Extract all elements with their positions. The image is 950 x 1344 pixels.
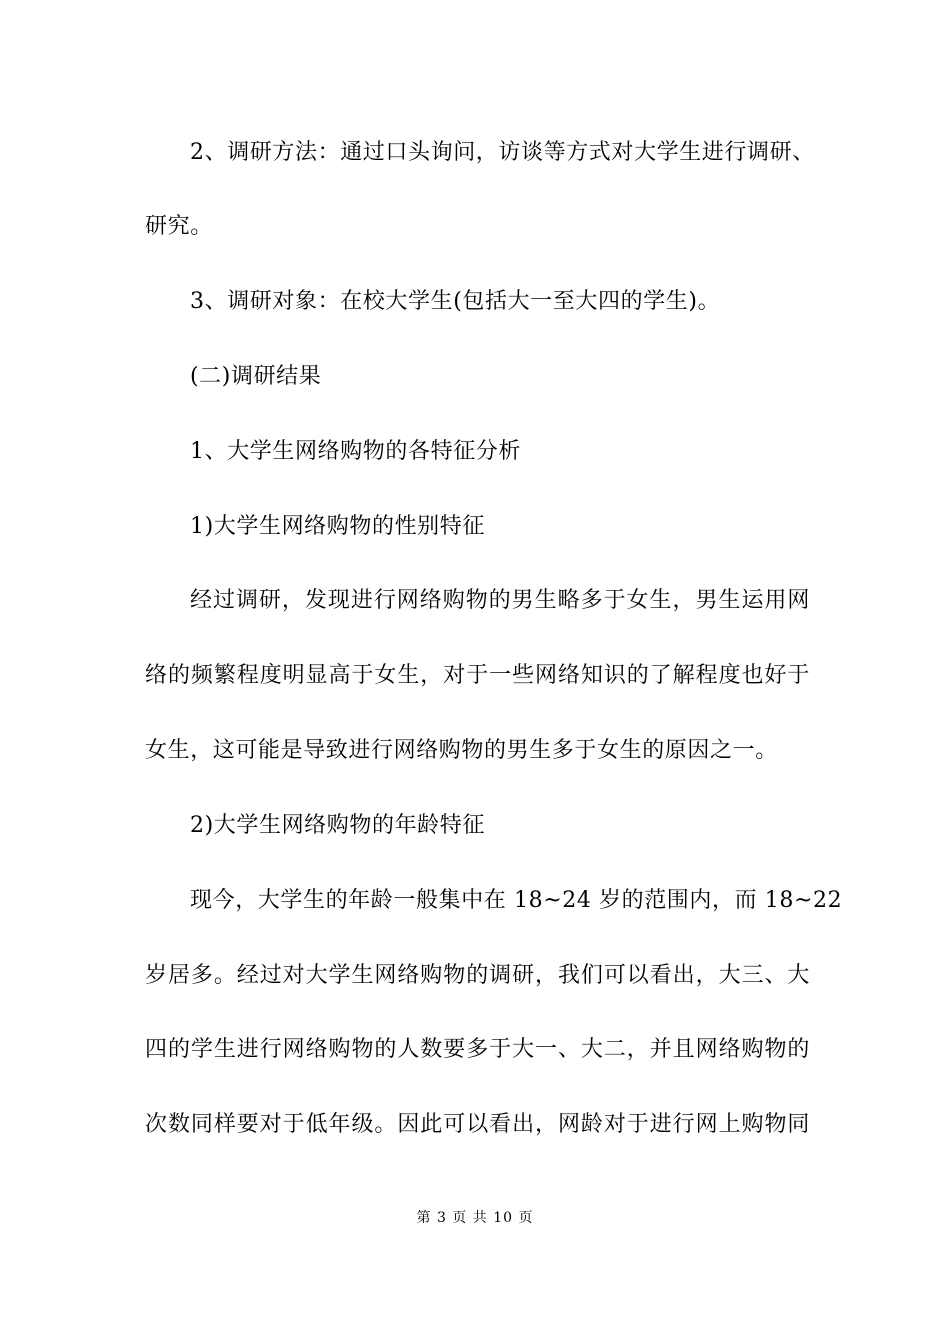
- paragraph-line: 经过调研，发现进行网络购物的男生略多于女生，男生运用网: [190, 588, 810, 613]
- paragraph-line: 岁居多。经过对大学生网络购物的调研，我们可以看出，大三、大: [145, 963, 810, 988]
- page-number-footer: 第 3 页 共 10 页: [416, 1210, 534, 1226]
- subsection-heading: 2)大学生网络购物的年龄特征: [190, 813, 485, 838]
- paragraph-line: 四的学生进行网络购物的人数要多于大一、大二，并且网络购物的: [145, 1037, 810, 1062]
- paragraph-line: 次数同样要对于低年级。因此可以看出，网龄对于进行网上购物同: [145, 1112, 810, 1137]
- subsection-heading: 1)大学生网络购物的性别特征: [190, 514, 485, 539]
- paragraph-line: 女生，这可能是导致进行网络购物的男生多于女生的原因之一。: [145, 738, 778, 763]
- subsection-heading: 1、大学生网络购物的各特征分析: [190, 439, 521, 464]
- section-heading: (二)调研结果: [190, 364, 322, 389]
- paragraph-line: 现今，大学生的年龄一般集中在 18~24 岁的范围内，而 18~22: [190, 888, 843, 913]
- paragraph-line: 2、调研方法：通过口头询问，访谈等方式对大学生进行调研、: [190, 140, 815, 165]
- paragraph-line: 研究。: [145, 214, 213, 239]
- paragraph-line: 3、调研对象：在校大学生(包括大一至大四的学生)。: [190, 289, 721, 314]
- paragraph-line: 络的频繁程度明显高于女生，对于一些网络知识的了解程度也好于: [145, 663, 810, 688]
